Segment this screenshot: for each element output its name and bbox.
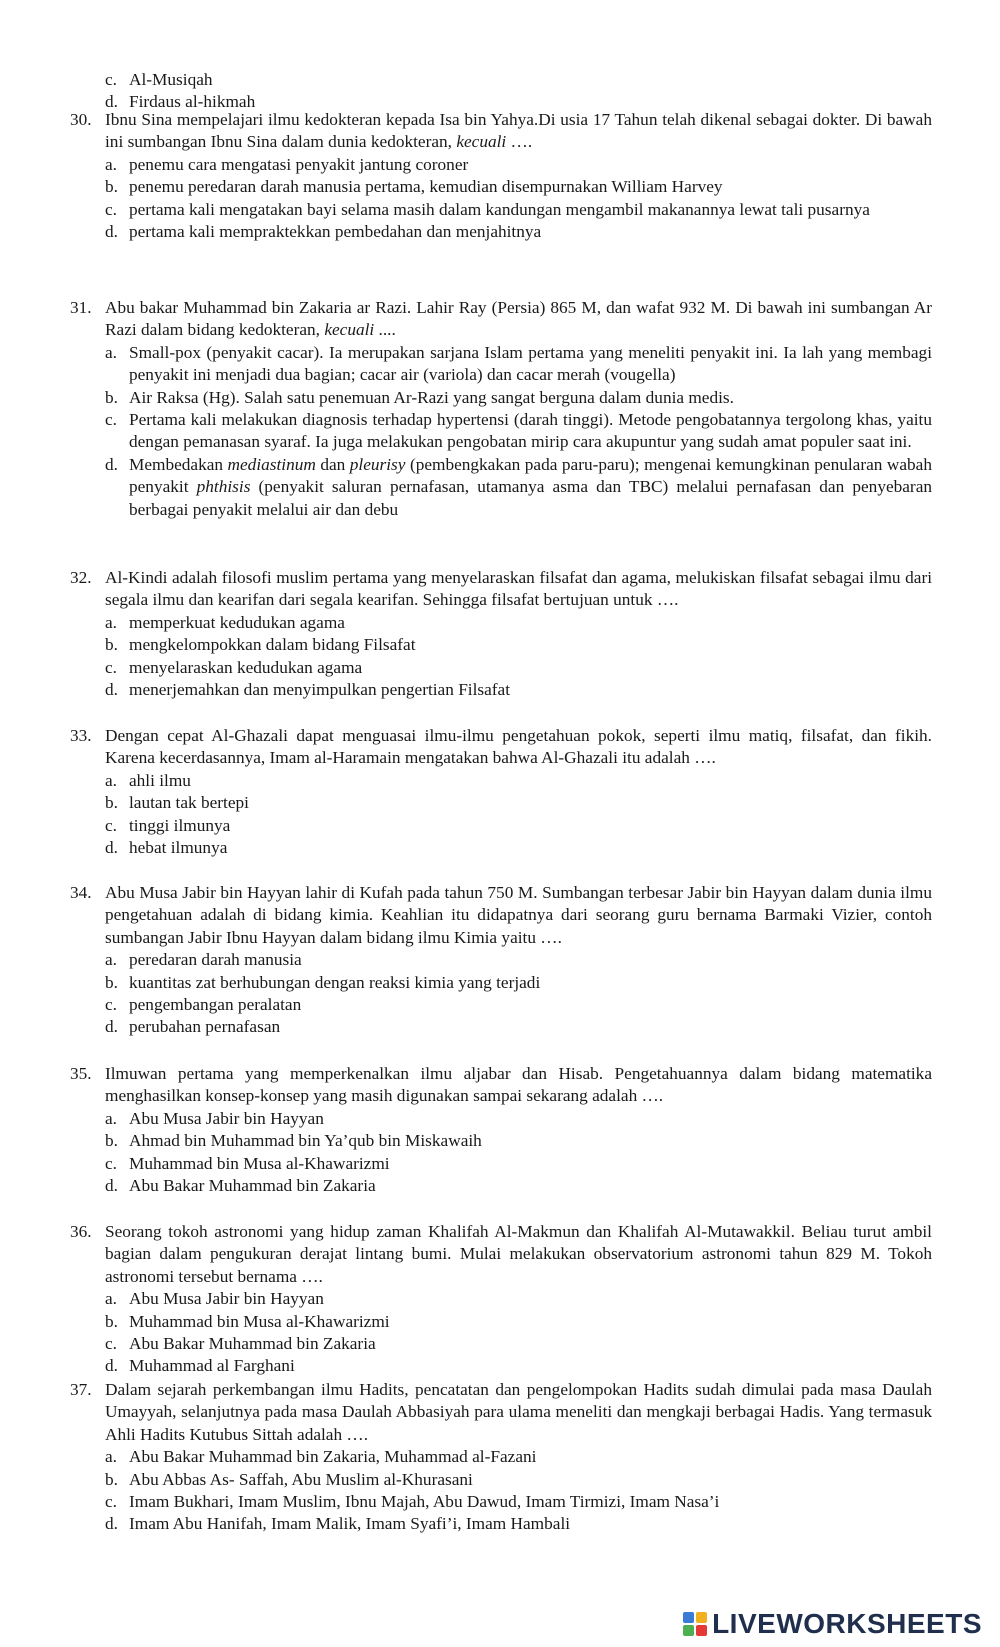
option-c: c. pengembangan peralatan [105, 995, 302, 1015]
question-number: 32. [70, 568, 92, 587]
option-c: c. tinggi ilmunya [105, 815, 231, 835]
question-34 [70, 882, 932, 1039]
question-33 [70, 725, 932, 859]
option-d: d. Imam Abu Hanifah, Imam Malik, Imam Syafi’i, Imam Hambali [105, 1514, 571, 1534]
option-a: a. penemu cara mengatasi penyakit jantung coroner [105, 154, 469, 174]
option-letter: d. [105, 92, 118, 112]
option-letter: c. [105, 70, 117, 89]
option-a: a. Abu Bakar Muhammad bin Zakaria, Muhammad al-Fazani [105, 1447, 537, 1467]
question-number: 37. [70, 1380, 92, 1399]
option-b: b. mengkelompokkan dalam bidang Filsafat [105, 635, 416, 655]
option-d: d. Muhammad al Farghani [105, 1356, 295, 1376]
question-stem: Seorang tokoh astronomi yang hidup zaman Khalifah Al-Makmun dan Khalifah Al-Mutawakkil. Beliau turut ambil bagian dalam pengukuran derajat lintang bumi. Mulai melakukan observatorium astronomi tahun 829 M. Tokoh astronomi tersebut bernama …. [105, 1222, 932, 1286]
options-list [70, 1288, 932, 1378]
question-number: 31. [70, 298, 92, 317]
option-a: a. peredaran darah manusia [105, 950, 302, 970]
option-b: b. penemu peredaran darah manusia pertama, kemudian disempurnakan William Harvey [105, 177, 723, 197]
question-number: 35. [70, 1064, 92, 1083]
question-number: 36. [70, 1222, 92, 1241]
question-35 [70, 1063, 932, 1197]
option-d: d. Membedakan mediastinum dan pleurisy (pembengkakan pada paru-paru); mengenai kemungkinan penularan wabah penyakit phthisis (penyakit saluran pernafasan, utamanya asma dan TBC) melalui pernafasan dan penyebaran berbagai penyakit melalui air dan debu [105, 454, 933, 519]
options-list [70, 612, 932, 702]
option-text: Al-Musiqah [129, 70, 213, 89]
logo-block [683, 1612, 694, 1623]
option-a: a. ahli ilmu [105, 770, 191, 790]
options-list [70, 1108, 932, 1198]
question-stem: Ibnu Sina mempelajari ilmu kedokteran kepada Isa bin Yahya.Di usia 17 Tahun telah dikenal sebagai dokter. Di bawah ini sumbangan Ibnu Sina dalam dunia kedokteran, kecuali …. [105, 110, 932, 152]
question-31 [70, 297, 932, 521]
option-b: b. Muhammad bin Musa al-Khawarizmi [105, 1311, 390, 1331]
question-32 [70, 567, 932, 701]
option-text: Firdaus al-hikmah [129, 92, 256, 112]
question-stem: Abu bakar Muhammad bin Zakaria ar Razi. Lahir Ray (Persia) 865 M, dan wafat 932 M. Di bawah ini sumbangan Ar Razi dalam bidang kedokteran, kecuali .... [105, 298, 932, 340]
question-stem: Abu Musa Jabir bin Hayyan lahir di Kufah pada tahun 750 M. Sumbangan terbesar Jabir bin Hayyan dalam dunia ilmu pengetahuan adalah di bidang kimia. Keahlian itu didapatnya dari seorang guru bernama Barmaki Vizier, contoh sumbangan Jabir Ibnu Hayyan dalam bidang ilmu Kimia yaitu …. [105, 883, 932, 947]
option-d: d. hebat ilmunya [105, 838, 228, 858]
option-d: d. Abu Bakar Muhammad bin Zakaria [105, 1176, 376, 1196]
option-c: c. Imam Bukhari, Imam Muslim, Ibnu Majah, Abu Dawud, Imam Tirmizi, Imam Nasa’i [105, 1492, 720, 1512]
options-list [70, 1446, 932, 1536]
option-b: b. Abu Abbas As- Saffah, Abu Muslim al-Khurasani [105, 1469, 473, 1489]
options-list [70, 770, 932, 860]
option-c: c. Abu Bakar Muhammad bin Zakaria [105, 1334, 376, 1354]
question-36 [70, 1221, 932, 1378]
brand-name: LIVEWORKSHEETS [712, 1608, 982, 1639]
option-a: a. Abu Musa Jabir bin Hayyan [105, 1289, 324, 1309]
option-c: c. pertama kali mengatakan bayi selama masih dalam kandungan mengambil makanannya lewat tali pusarnya [105, 199, 870, 219]
option-a: a. Small-pox (penyakit cacar). Ia merupakan sarjana Islam pertama yang meneliti penyakit ini. Ia lah yang membagi penyakit ini menjadi dua bagian; cacar air (variola) dan cacar merah (vougella) [105, 342, 932, 385]
question-stem: Dalam sejarah perkembangan ilmu Hadits, pencatatan dan pengelompokan Hadits sudah dimulai pada masa Daulah Umayyah, selanjutnya pada masa Daulah Abbasiyah para ulama meneliti dan mengkaji berbagai Hadis. Yang termasuk Ahli Hadits Kutubus Sittah adalah …. [105, 1380, 932, 1444]
liveworksheets-brand[interactable] [682, 1609, 982, 1639]
option-c: c. Pertama kali melakukan diagnosis terhadap hypertensi (darah tinggi). Metode pengobatannya tergolong khas, yaitu dengan pemanasan syaraf. Ia juga melakukan pengobatan mirip cara akupuntur yang sudah amat populer saat ini. [105, 410, 932, 452]
question-number: 30. [70, 110, 92, 129]
logo-block [696, 1612, 707, 1623]
question-30 [70, 109, 932, 243]
options-list [70, 342, 932, 521]
options-list [70, 949, 932, 1039]
option-d: d. menerjemahkan dan menyimpulkan pengertian Filsafat [105, 680, 511, 700]
option-b: b. kuantitas zat berhubungan dengan reaksi kimia yang terjadi [105, 972, 541, 992]
option-b: b. Ahmad bin Muhammad bin Ya’qub bin Miskawaih [105, 1131, 482, 1151]
logo-block [683, 1625, 694, 1636]
question-stem: Al-Kindi adalah filosofi muslim pertama yang menyelaraskan filsafat dan agama, melukiskan filsafat sebagai ilmu dari segala ilmu dan kearifan dari segala kearifan. Sehingga filsafat bertujuan untuk …. [105, 568, 932, 610]
question-stem: Dengan cepat Al-Ghazali dapat menguasai ilmu-ilmu pengetahuan pokok, seperti ilmu matiq, filsafat, dan fikih. Karena kecerdasannya, Imam al-Haramain mengatakan bahwa Al-Ghazali itu adalah …. [105, 726, 932, 768]
question-number: 34. [70, 883, 92, 902]
options-list [70, 154, 932, 244]
option-d: d. pertama kali mempraktekkan pembedahan dan menjahitnya [105, 222, 542, 242]
question-stem: Ilmuwan pertama yang memperkenalkan ilmu aljabar dan Hisab. Pengetahuannya dalam bidang matematika menghasilkan konsep-konsep yang masih digunakan sampai sekarang adalah …. [105, 1064, 932, 1106]
liveworksheets-logo-icon [682, 1611, 708, 1637]
option-b: b. Air Raksa (Hg). Salah satu penemuan Ar-Razi yang sangat berguna dalam dunia medis. [105, 387, 734, 407]
option-item [70, 69, 932, 91]
option-c: c. menyelaraskan kedudukan agama [105, 657, 363, 677]
option-d: d. perubahan pernafasan [105, 1017, 281, 1037]
question-37 [70, 1379, 932, 1536]
logo-block [696, 1625, 707, 1636]
question-number: 33. [70, 726, 92, 745]
previous-question-options [70, 69, 932, 114]
option-a: a. Abu Musa Jabir bin Hayyan [105, 1108, 324, 1128]
option-c: c. Muhammad bin Musa al-Khawarizmi [105, 1153, 390, 1173]
option-a: a. memperkuat kedudukan agama [105, 612, 345, 632]
option-b: b. lautan tak bertepi [105, 793, 249, 813]
